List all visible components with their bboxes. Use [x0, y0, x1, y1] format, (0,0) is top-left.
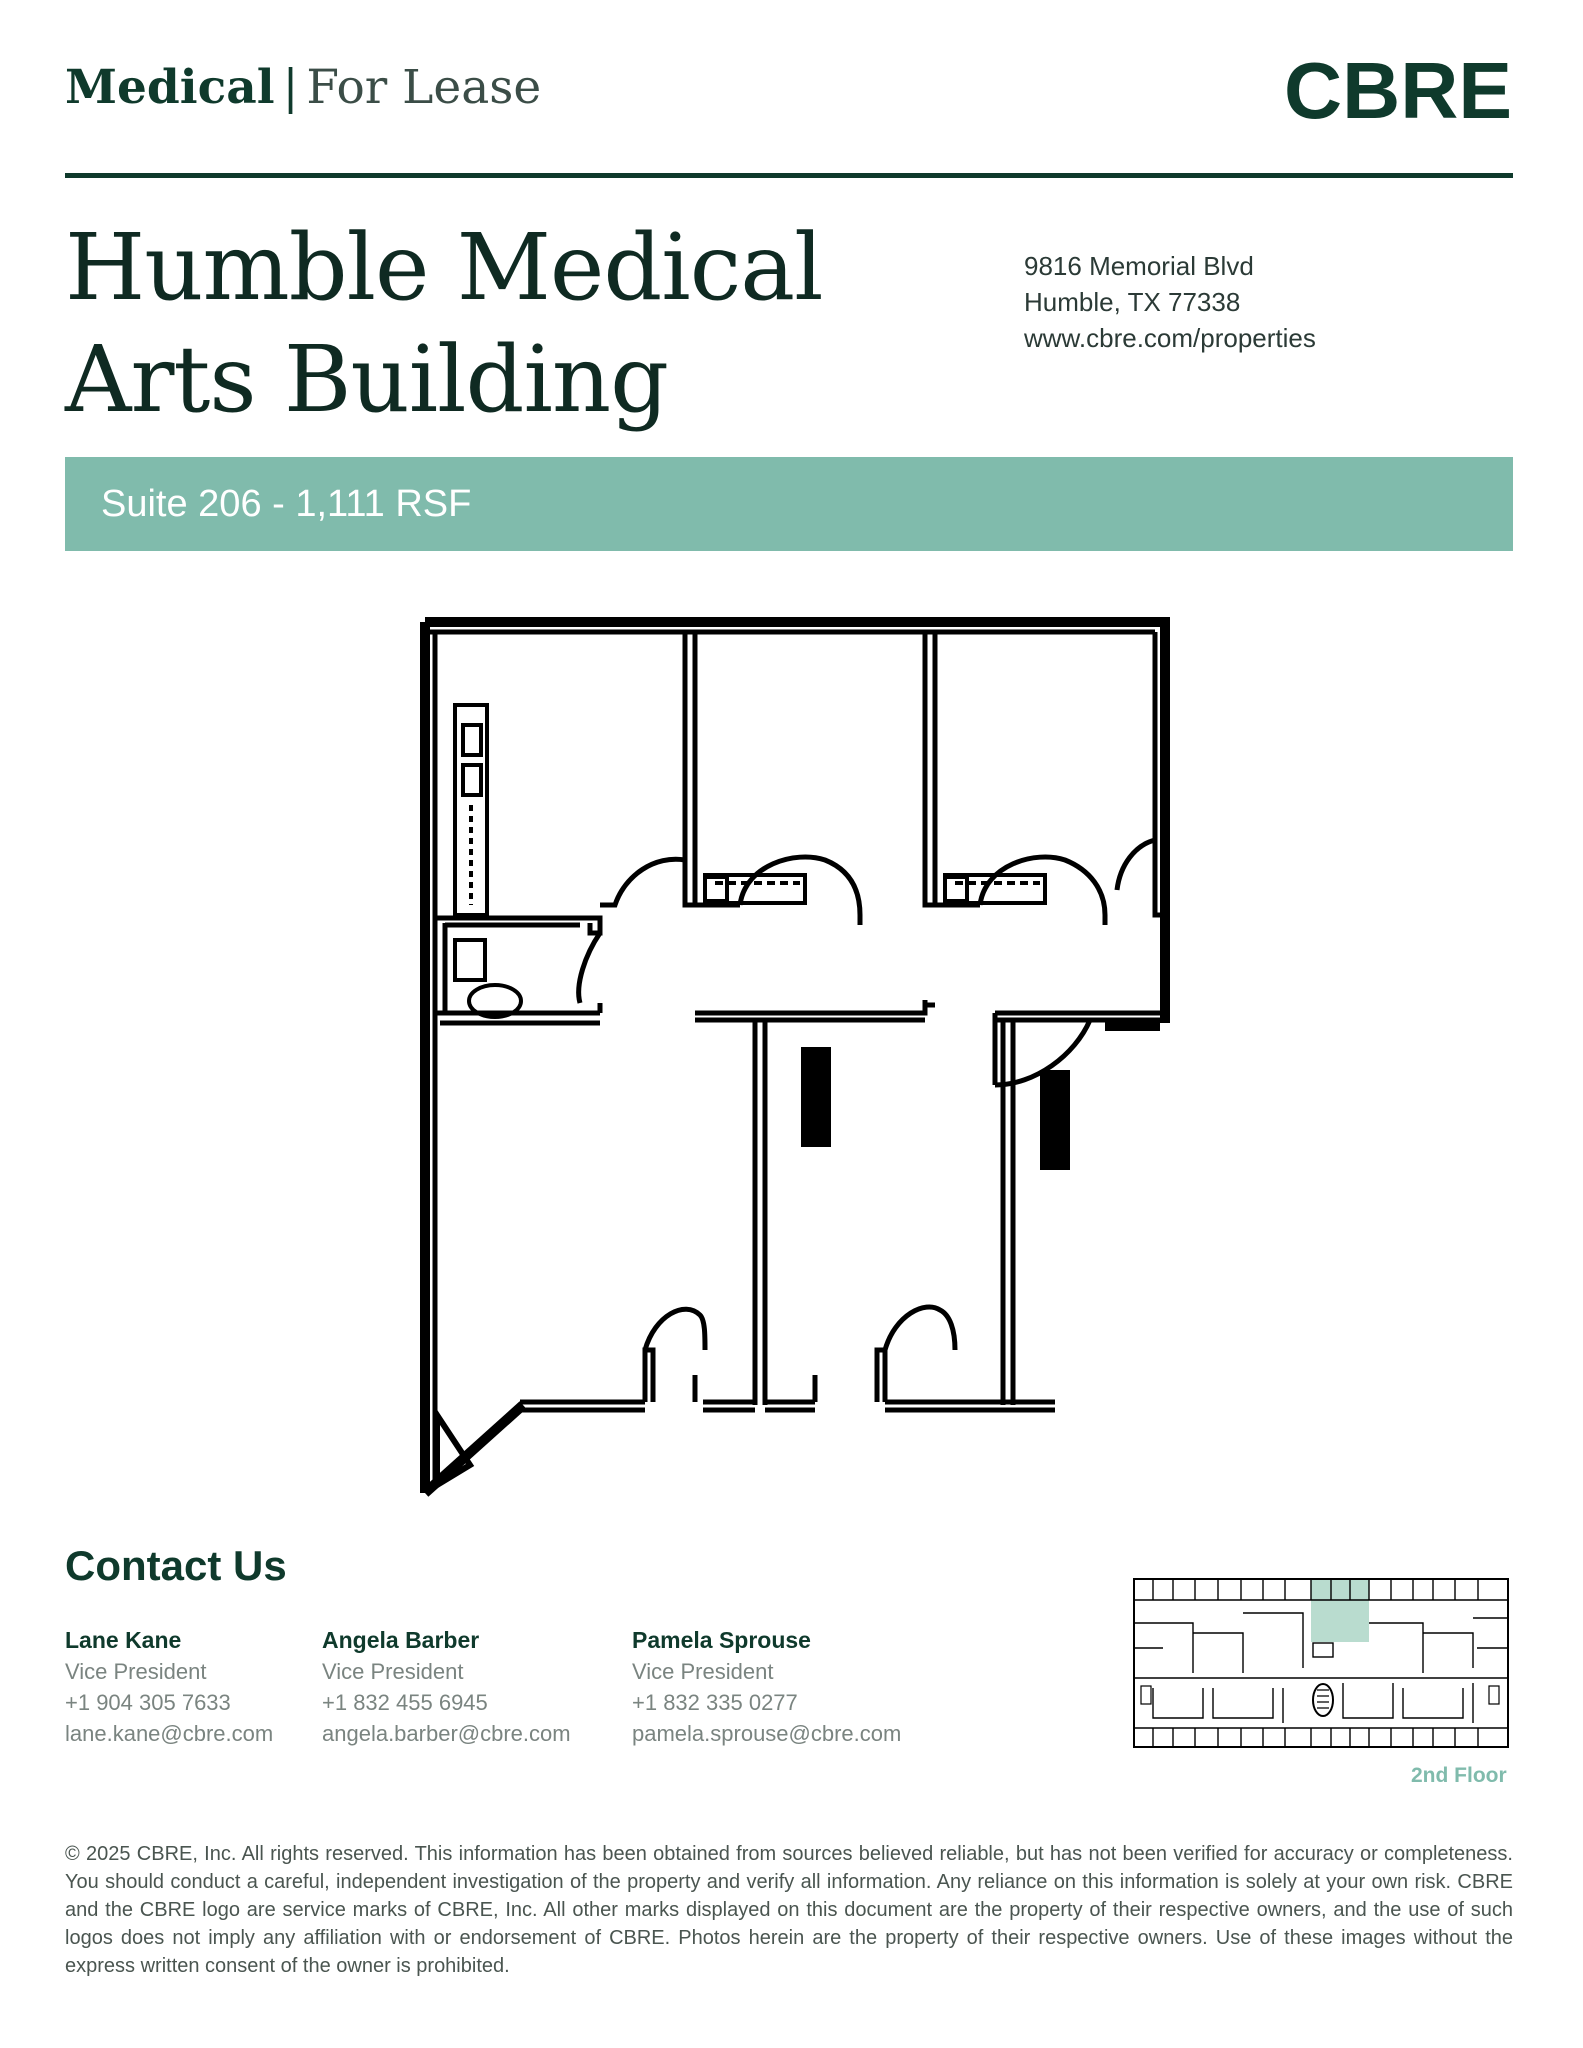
contact-email[interactable]: angela.barber@cbre.com [322, 1721, 571, 1746]
plan-outer-walls [425, 622, 1165, 1493]
category-light: For Lease [306, 60, 542, 115]
contact-phone[interactable]: +1 832 455 6945 [322, 1690, 488, 1715]
plan-columns [801, 1019, 1160, 1170]
contact-role: Vice President [322, 1659, 464, 1684]
page-title [65, 212, 965, 436]
contact-email[interactable]: pamela.sprouse@cbre.com [632, 1721, 902, 1746]
listing-category [65, 58, 541, 118]
contact-name: Lane Kane [65, 1627, 182, 1653]
property-address [1024, 248, 1316, 356]
address-line-1: 9816 Memorial Blvd [1024, 251, 1254, 281]
contact-card-lane-kane [65, 1625, 273, 1749]
suite-label: Suite 206 - 1,111 RSF [101, 483, 472, 525]
title-line-1: Humble Medical [65, 214, 823, 321]
cbre-logo [1283, 58, 1513, 124]
contact-email[interactable]: lane.kane@cbre.com [65, 1721, 274, 1746]
title-line-2: Arts Building [65, 326, 669, 433]
contact-card-pamela-sprouse [632, 1625, 901, 1749]
contact-section-title: Contact Us [65, 1542, 287, 1589]
contact-role: Vice President [632, 1659, 774, 1684]
category-bold: Medical [65, 60, 275, 115]
floor-key-plan [1133, 1578, 1509, 1748]
contact-role: Vice President [65, 1659, 207, 1684]
suite-floor-plan [415, 615, 1175, 1505]
contact-name: Angela Barber [322, 1627, 480, 1653]
contact-phone[interactable]: +1 832 335 0277 [632, 1690, 798, 1715]
address-line-2: Humble, TX 77338 [1024, 287, 1241, 317]
page-header [65, 58, 1513, 124]
website-link[interactable]: www.cbre.com/properties [1024, 323, 1316, 353]
contact-phone[interactable]: +1 904 305 7633 [65, 1690, 231, 1715]
contact-name: Pamela Sprouse [632, 1627, 811, 1653]
key-plan-floor-label: 2nd Floor [1411, 1764, 1507, 1787]
plan-casework [455, 705, 1045, 1017]
suite-band [65, 457, 1513, 551]
plan-inner-walls [425, 632, 1165, 1485]
contact-card-angela-barber [322, 1625, 571, 1749]
header-rule [65, 173, 1513, 178]
cbre-logo-text: CBRE [1284, 58, 1512, 124]
legal-disclaimer: © 2025 CBRE, Inc. All rights reserved. This information has been obtained from sources believed reliable, but has not been verified for accuracy or completeness. You should conduct a careful, independent investigation of the property and verify all information. Any reliance on this information is solely at your own risk. CBRE and the CBRE logo are service marks of CBRE, Inc. All other marks displayed on this document are the property of their respective owners, and the use of such logos does not imply any affiliation with or endorsement of CBRE. Photos herein are the property of their respective owners. Use of these images without the express written consent of the owner is prohibited. [65, 1843, 1513, 1977]
highlighted-suite [1311, 1580, 1369, 1642]
category-separator: | [282, 60, 299, 115]
